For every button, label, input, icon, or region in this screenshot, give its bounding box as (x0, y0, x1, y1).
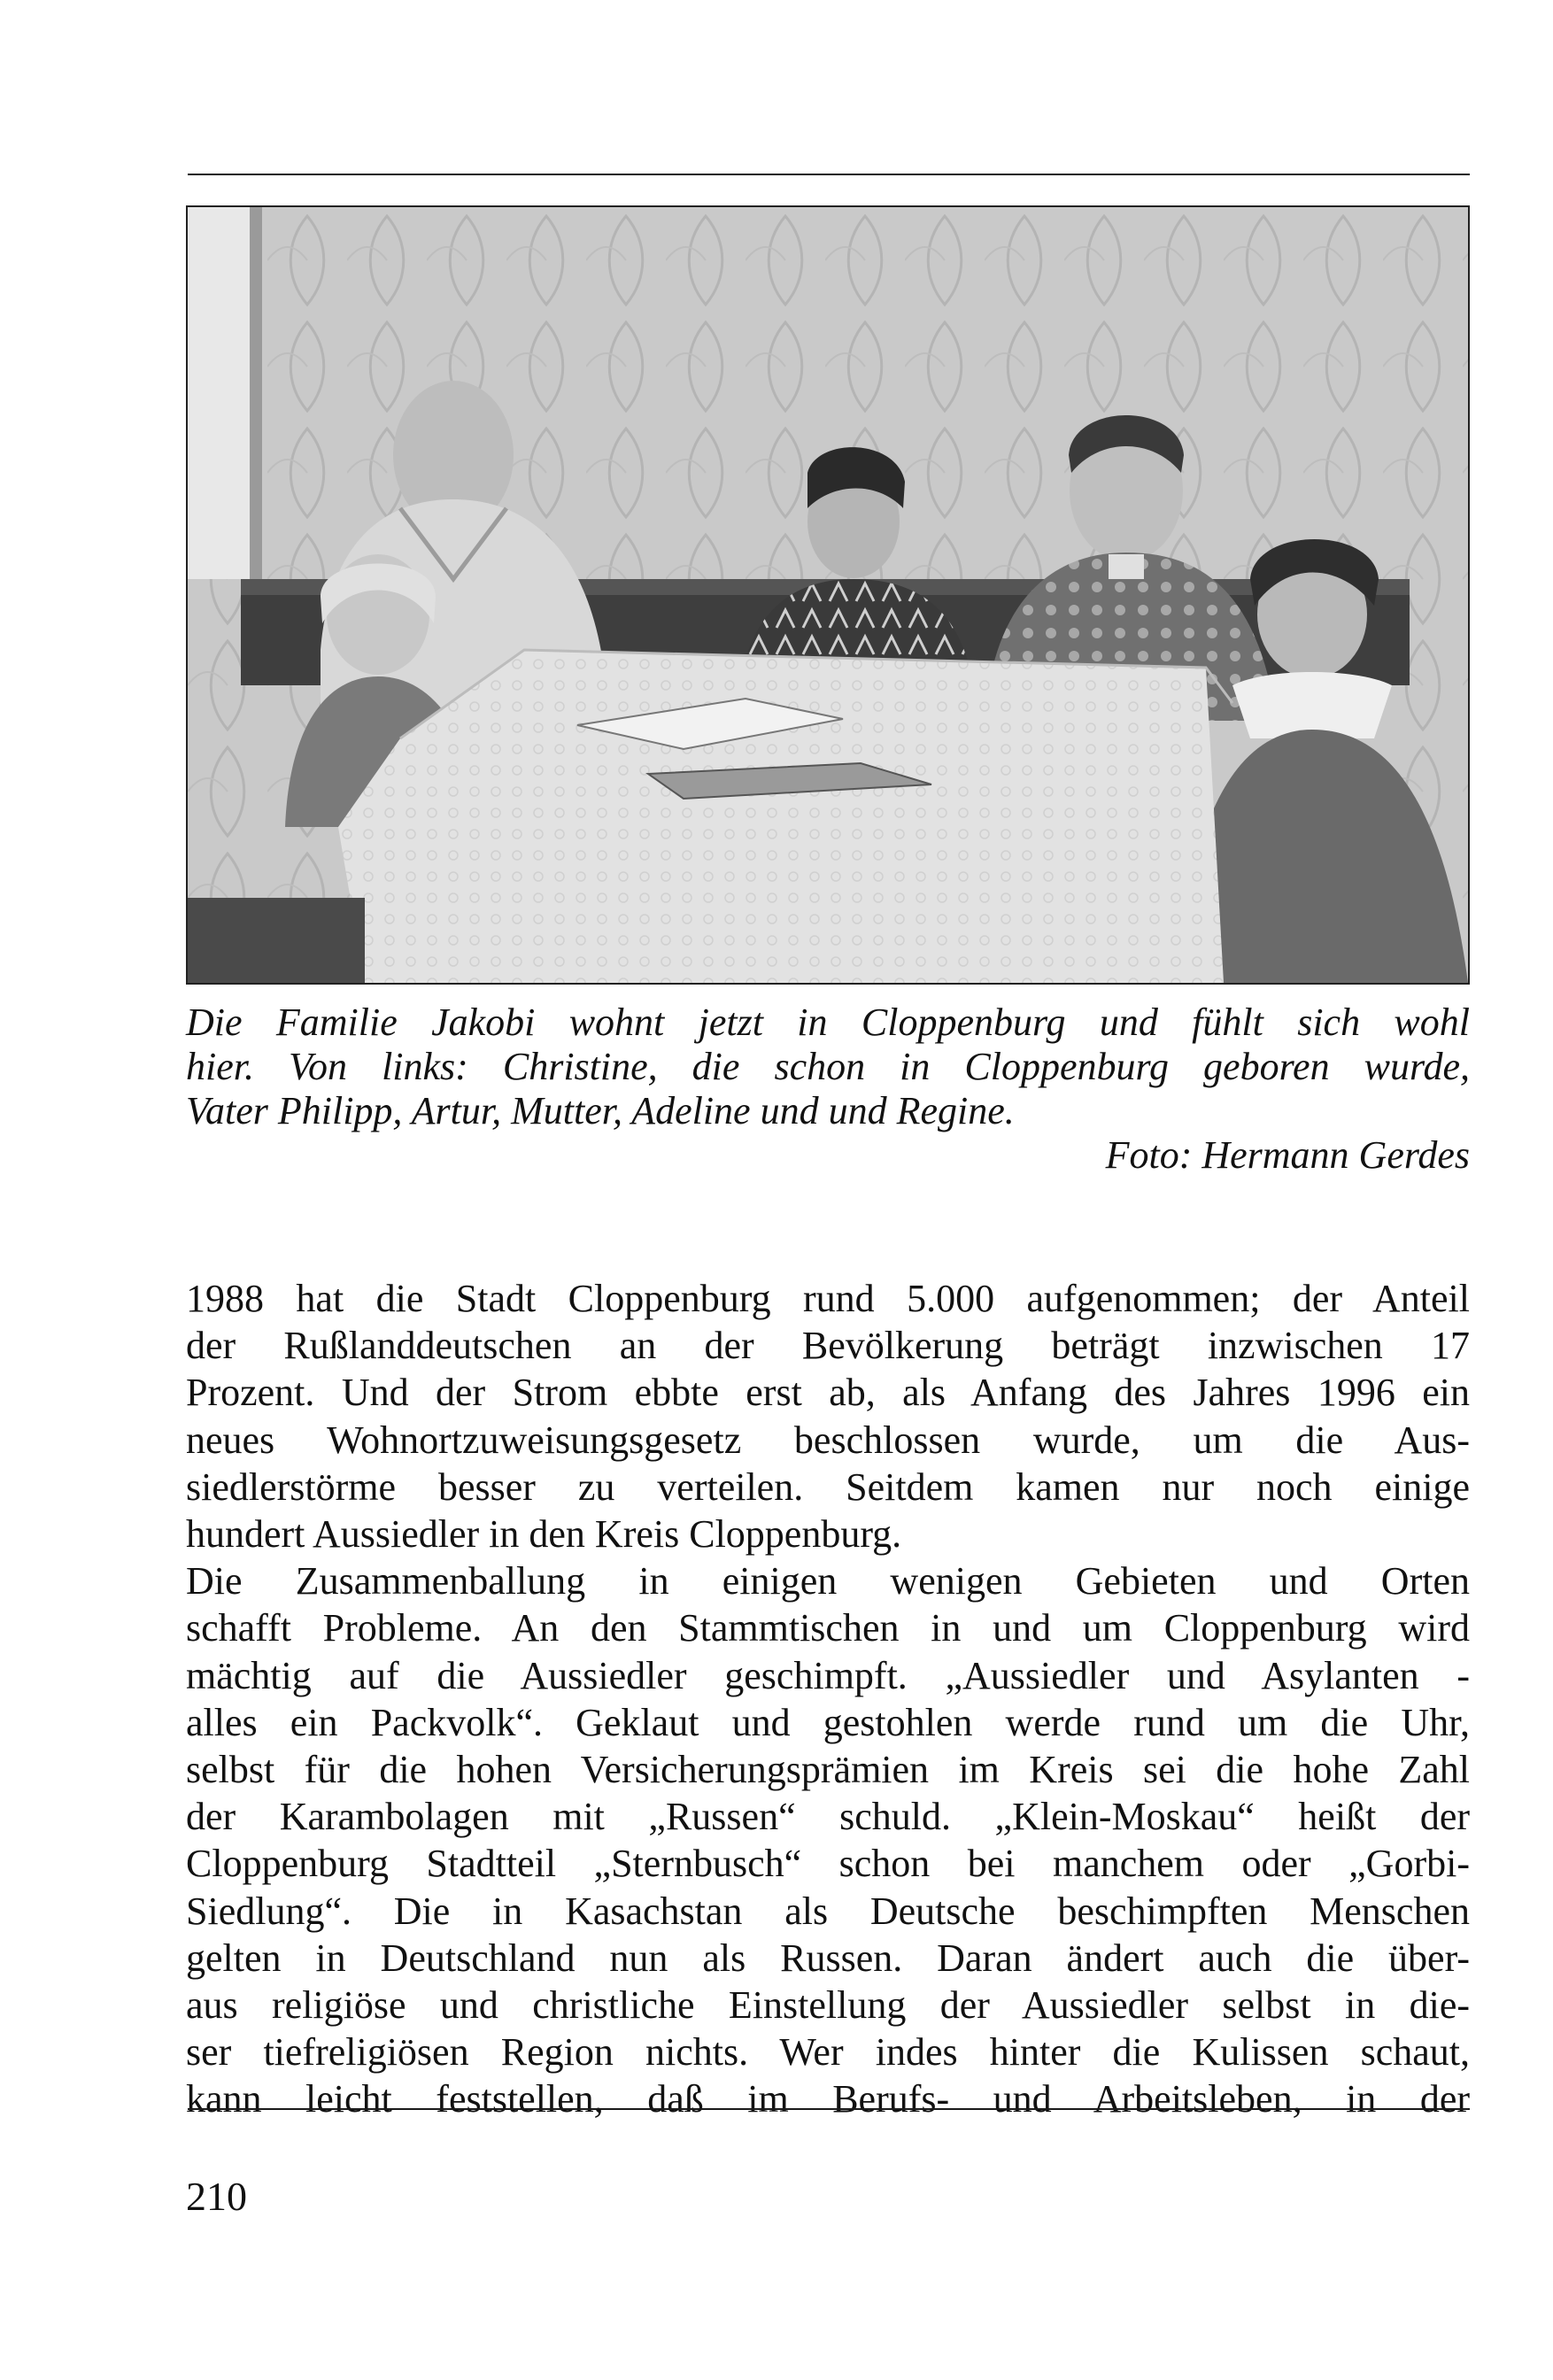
text-line: ser tiefreligiösen Region nichts. Wer indes hinter die Kulissen schaut, (186, 2030, 1470, 2075)
caption-line: hier. Von links: Christine, die schon in Cloppenburg geboren wurde, (186, 1045, 1470, 1088)
bottom-rule (188, 2108, 1470, 2110)
text-line: der Rußlanddeutschen an der Bevölkerung beträgt inzwischen 17 (186, 1324, 1470, 1368)
text-line: selbst für die hohen Versicherungsprämien im Kreis sei die hohe Zahl (186, 1748, 1470, 1792)
text-line: mächtig auf die Aussiedler geschimpft. „Aussiedler und Asylanten - (186, 1653, 1470, 1697)
text-line: Prozent. Und der Strom ebbte erst ab, als Anfang des Jahres 1996 ein (186, 1371, 1470, 1415)
text-line: gelten in Deutschland nun als Russen. Daran ändert auch die über- (186, 1936, 1470, 1980)
body-text (186, 1275, 1470, 2123)
text-line: aus religiöse und christliche Einstellung der Aussiedler selbst in die- (186, 1983, 1470, 2028)
photo-credit: Foto: Hermann Gerdes (1105, 1133, 1470, 1177)
family-photo (186, 205, 1470, 985)
text-line: Die Zusammenballung in einigen wenigen Gebieten und Orten (186, 1559, 1470, 1603)
text-line: 1988 hat die Stadt Cloppenburg rund 5.000 aufgenommen; der Anteil (186, 1277, 1470, 1320)
text-line: kann leicht feststellen, daß im Berufs- und Arbeitsleben, in der (186, 2077, 1470, 2121)
top-rule (188, 174, 1470, 175)
caption-line: Vater Philipp, Artur, Mutter, Adeline und und Regine. (186, 1089, 1015, 1132)
text-line: schafft Probleme. An den Stammtischen in und um Cloppenburg wird (186, 1606, 1470, 1650)
photo-caption (186, 1001, 1470, 1133)
text-line: alles ein Packvolk“. Geklaut und gestohlen werde rund um die Uhr, (186, 1700, 1470, 1744)
text-line: Cloppenburg Stadtteil „Sternbusch“ schon bei manchem oder „Gorbi- (186, 1842, 1470, 1886)
caption-line: Die Familie Jakobi wohnt jetzt in Cloppenburg und fühlt sich wohl (186, 1001, 1470, 1044)
page-number: 210 (186, 2174, 247, 2219)
text-line: neues Wohnortzuweisungsgesetz beschlossen wurde, um die Aus- (186, 1418, 1470, 1462)
text-line: siedlerstörme besser zu verteilen. Seitdem kamen nur noch einige (186, 1464, 1470, 1509)
text-line: der Karambolagen mit „Russen“ schuld. „Klein-Moskau“ heißt der (186, 1795, 1470, 1839)
text-line: Siedlung“. Die in Kasachstan als Deutsche beschimpften Menschen (186, 1889, 1470, 1933)
text-line: hundert Aussiedler in den Kreis Cloppenburg. (186, 1512, 902, 1557)
family-photo-illustration (188, 207, 1468, 983)
